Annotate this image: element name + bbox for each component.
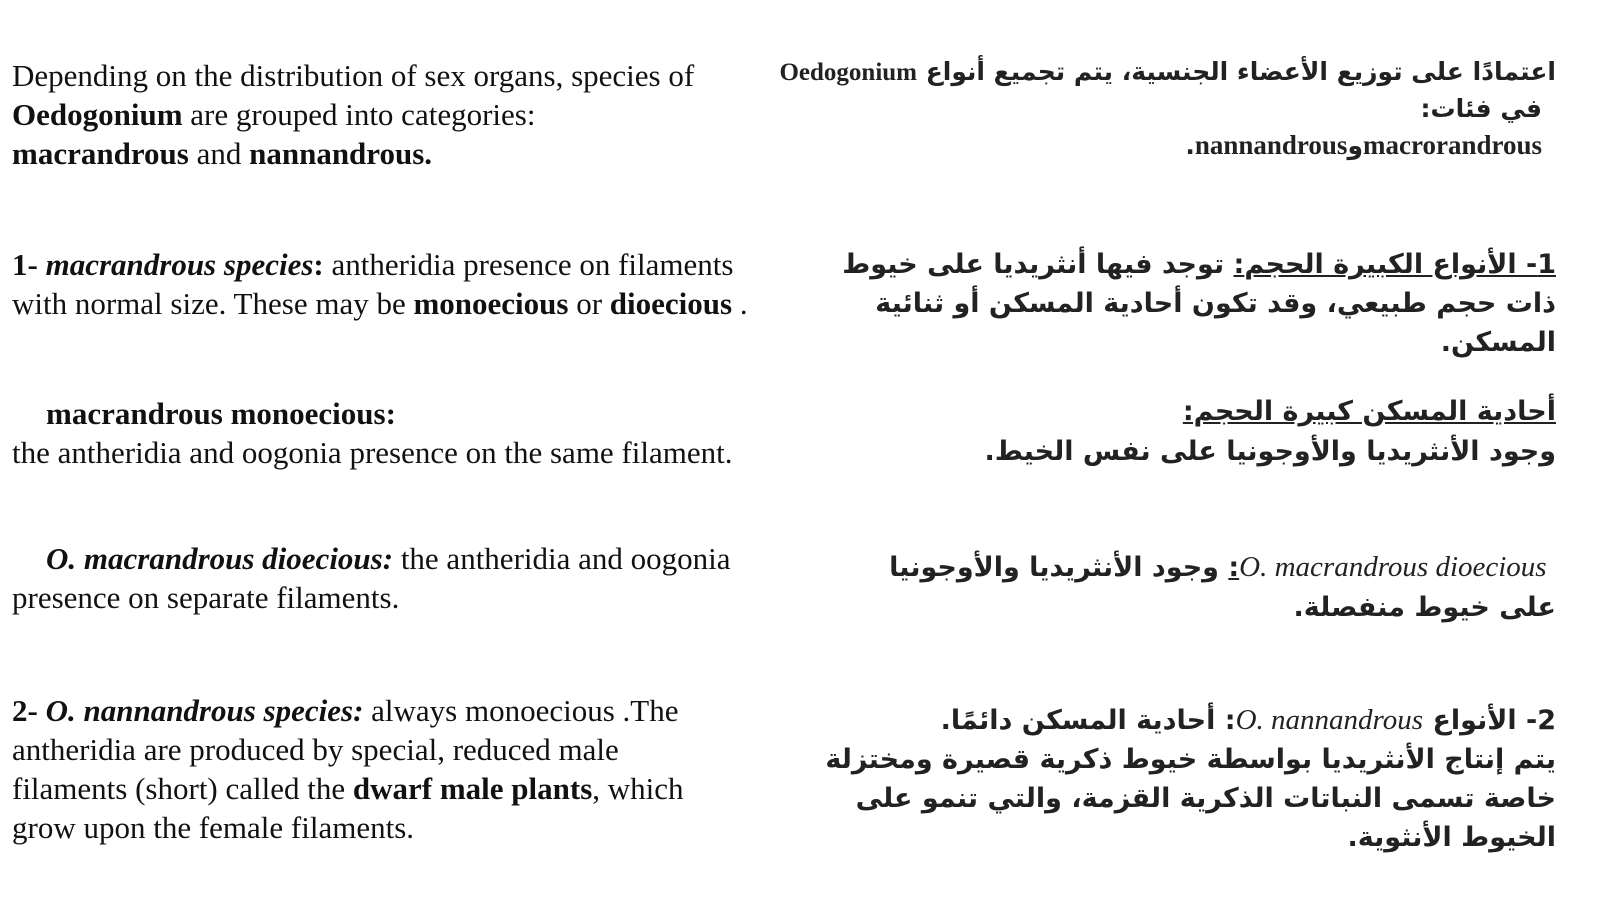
category-nannandrous: nannandrous. — [249, 136, 433, 171]
ar-section-1-heading: 1- الأنواع الكبيرة الحجم — [1244, 249, 1556, 280]
ar-section-1: 1- الأنواع الكبيرة الحجم: توجد فيها أنثريديا على خيوط ذات حجم طبيعي، وقد تكون أحادية المسكن أو ثنائية المسكن. — [842, 249, 1556, 358]
en-section-1: 1- macrandrous species: antheridia presence on filaments with normal size. These may be monoecious or dioecious . — [12, 247, 748, 321]
ar-section-1a-body: وجود الأنثريديا والأوجونيا على نفس الخيط. — [984, 436, 1556, 467]
en-section-1b-heading: O. macrandrous dioecious: — [46, 541, 394, 576]
term-dwarf-male-plants: dwarf male plants — [352, 771, 593, 806]
en-section-1-term: macrandrous species — [45, 247, 314, 282]
ar-section-2: 2- الأنواع O. nannandrous: أحادية المسكن دائمًا. يتم إنتاج الأنثريديا بواسطة خيوط ذكرية قصيرة ومختزلة خاصة تسمى النباتات الذكرية القزمة، والتي تنمو على الخيوط الأنثوية. — [825, 704, 1556, 853]
en-section-1a — [12, 394, 802, 472]
ar-section-1b: O. macrandrous dioecious: وجود الأنثريديا والأوجونيا على خيوط منفصلة. — [889, 551, 1556, 623]
category-macrandrous: macrandrous — [12, 136, 189, 171]
en-section-1a-body: the antheridia and oogonia presence on the same filament. — [12, 435, 733, 470]
ar-section-2-latin: O. nannandrous — [1235, 704, 1424, 736]
en-section-1a-heading: macrandrous monoecious: — [46, 396, 396, 431]
en-intro-paragraph: Depending on the distribution of sex organs, species of Oedogonium are grouped into categories: macrandrous and nannandrous. — [12, 58, 695, 171]
en-section-2-term: O. nannandrous species: — [45, 693, 364, 728]
ar-section-1a-heading: أحادية المسكن كبيرة الحجم: — [1182, 396, 1556, 427]
term-monoecious: monoecious — [413, 286, 569, 321]
ar-section-2-body: يتم إنتاج الأنثريديا بواسطة خيوط ذكرية قصيرة ومختزلة خاصة تسمى النباتات الذكرية القزمة، والتي تنمو على الخيوط الأنثوية. — [825, 744, 1556, 853]
genus-name: Oedogonium — [12, 97, 183, 132]
ar-section-1a — [816, 392, 1556, 471]
ar-genus-name: Oedogonium — [779, 59, 917, 86]
ar-section-1b-latin: O. macrandrous dioecious — [1239, 551, 1547, 583]
ar-intro-paragraph: اعتمادًا على توزيع الأعضاء الجنسية، يتم تجميع أنواع Oedogonium في فئات: macrorandrousوnannandrous. — [779, 57, 1556, 160]
term-dioecious: dioecious — [609, 286, 733, 321]
en-section-2: 2- O. nannandrous species: always monoecious .The antheridia are produced by special, reduced male filaments (short) called the dwarf male plants, which grow upon the female filaments. — [12, 693, 684, 845]
en-section-1b — [12, 539, 782, 617]
en-section-1b-body: the antheridia and oogonia presence on separate filaments. — [12, 541, 731, 615]
